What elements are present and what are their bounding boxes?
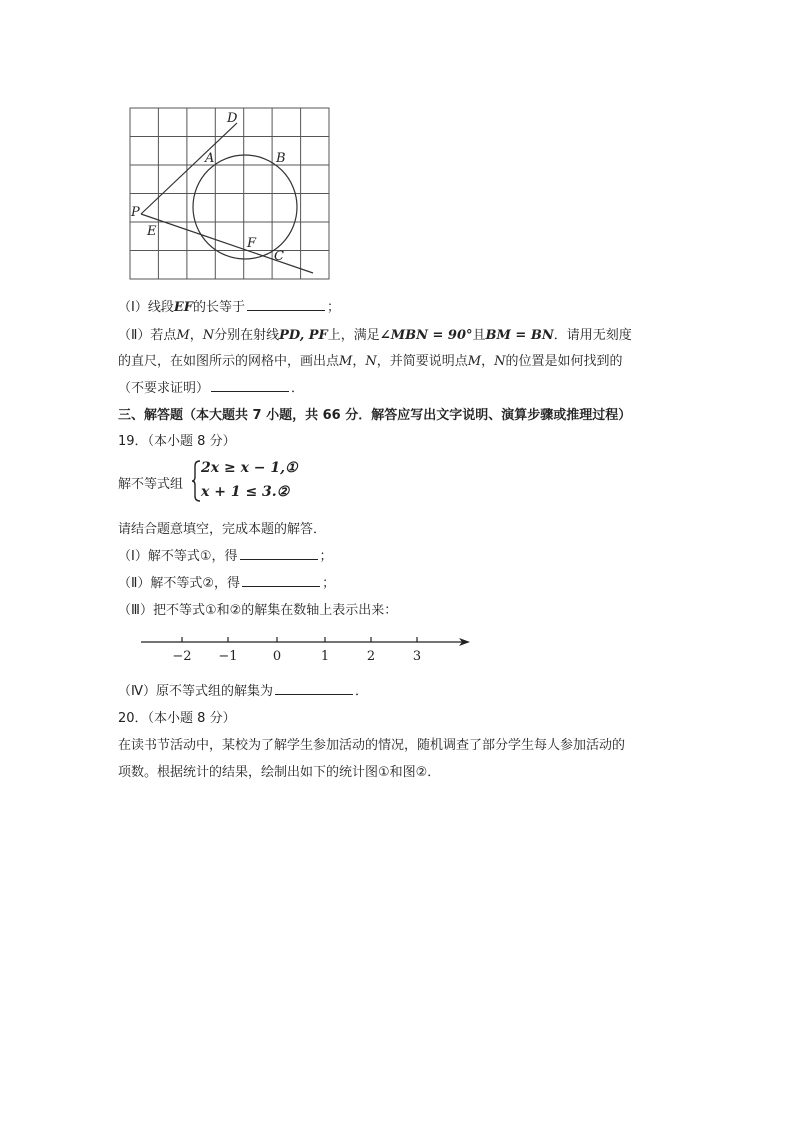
q18-part2-line1: （Ⅱ）若点M，N分别在射线PD, PF上，满足∠MBN = 90°且BM = BN．请用无刻度	[118, 328, 632, 343]
number-line[interactable]	[138, 632, 473, 666]
tick-label: −2	[172, 649, 192, 664]
answer-blank-ineq1[interactable]	[240, 547, 318, 560]
q19-part1: （Ⅰ）解不等式①，得 ；	[118, 549, 333, 564]
q18-part2-line3: （不要求证明） ．	[118, 381, 305, 396]
answer-blank-solution[interactable]	[275, 682, 353, 695]
label-b: B	[276, 151, 286, 166]
label-d: D	[227, 111, 238, 126]
tick-label: 2	[366, 649, 376, 664]
q19-part3: （Ⅲ）把不等式①和②的解集在数轴上表示出来：	[118, 603, 398, 618]
q19-instruction: 请结合题意填空，完成本题的解答．	[118, 522, 327, 537]
answer-blank-mn[interactable]	[211, 379, 289, 392]
q19-part4: （Ⅳ）原不等式组的解集为 ．	[118, 684, 369, 699]
tick-label: 1	[320, 649, 330, 664]
label-e: E	[147, 224, 157, 239]
q19-intro: 解不等式组	[118, 477, 184, 492]
inequality-1: 2x ≥ x − 1,①	[201, 460, 298, 476]
q18-part1: （Ⅰ）线段EF的长等于 ；	[118, 300, 341, 315]
circle	[193, 155, 297, 259]
answer-blank-ef[interactable]	[247, 298, 325, 311]
label-c: C	[274, 249, 284, 264]
q19-part2: （Ⅱ）解不等式②，得 ；	[118, 576, 336, 591]
q19-header: 19．（本小题 8 分）	[118, 434, 236, 449]
q18-part2-line2: 的直尺，在如图所示的网格中，画出点M，N，并简要说明点M，N的位置是如何找到的	[118, 354, 623, 369]
label-p: P	[131, 205, 140, 220]
q20-line1: 在读书节活动中，某校为了解学生参加活动的情况，随机调查了部分学生每人参加活动的	[118, 738, 626, 753]
answer-blank-ineq2[interactable]	[242, 574, 320, 587]
tick-label: 3	[412, 649, 422, 664]
q20-header: 20．（本小题 8 分）	[118, 711, 236, 726]
label-a: A	[205, 151, 215, 166]
label-f: F	[247, 236, 257, 251]
tick-label: 0	[272, 649, 282, 664]
inequality-2: x + 1 ≤ 3.②	[201, 484, 290, 500]
brace-icon	[191, 460, 201, 502]
section-3-title: 三、解答题（本大题共 7 小题，共 66 分．解答应写出文字说明、演算步骤或推理过程）	[118, 408, 632, 423]
tick-label: −1	[218, 649, 238, 664]
ray-pf	[141, 214, 313, 273]
grid-figure	[125, 103, 335, 285]
q20-line2: 项数。根据统计的结果，绘制出如下的统计图①和图②．	[118, 765, 441, 780]
